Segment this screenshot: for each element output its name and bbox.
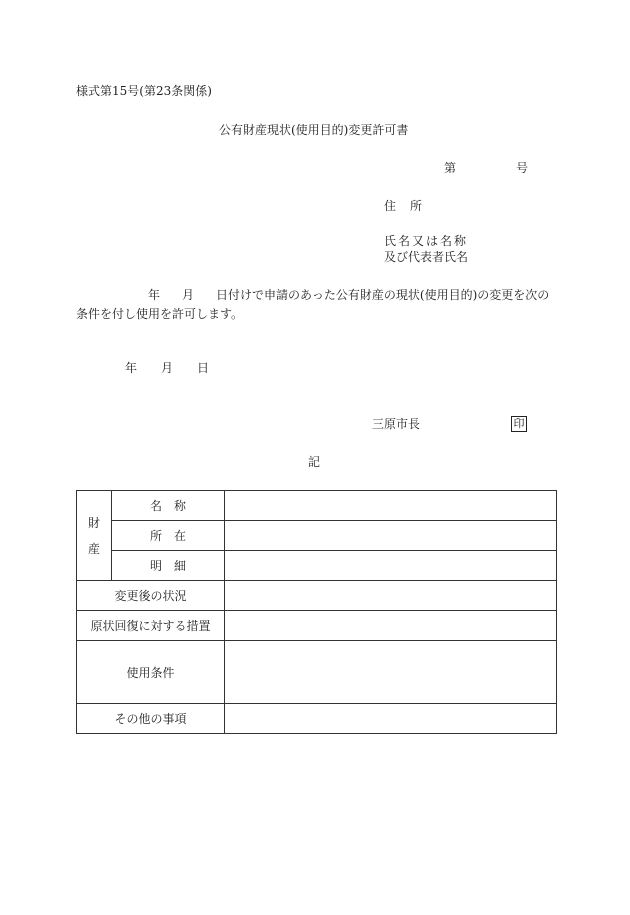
property-details-table	[76, 490, 557, 734]
table-row	[77, 551, 557, 581]
table-row	[77, 491, 557, 521]
issue-date-day: 日	[197, 361, 210, 375]
name-label-line2: 及び代表者氏名	[384, 250, 469, 264]
issue-date-month: 月	[161, 361, 174, 375]
property-location-value[interactable]	[225, 521, 557, 551]
body-line-1	[76, 286, 556, 305]
property-group-label: 財産	[77, 491, 112, 581]
form-number: 様式第15号(第23条関係)	[76, 84, 212, 98]
address-label: 住 所	[384, 199, 424, 213]
table-row	[77, 581, 557, 611]
body-line-2: 条件を付し使用を許可します。	[76, 307, 244, 321]
row-label-changed-status: 変更後の状況	[77, 581, 225, 611]
property-name-value[interactable]	[225, 491, 557, 521]
name-label-line1: 氏名又は名称	[384, 234, 469, 248]
document-number-prefix: 第	[444, 161, 457, 175]
row-label-other-matters: その他の事項	[77, 704, 225, 734]
body-line1-rest: 日付けで申請のあった公有財産の現状(使用目的)の変更を次の	[216, 288, 550, 302]
issue-date-year: 年	[125, 361, 138, 375]
body-month: 月	[182, 288, 195, 302]
document-title: 公有財産現状(使用目的)変更許可書	[219, 123, 409, 137]
permission-body-text	[76, 286, 556, 324]
issuer-title: 三原市長	[372, 417, 421, 431]
document-number-suffix: 号	[516, 161, 529, 175]
row-label-name: 名称	[112, 491, 225, 521]
body-year: 年	[148, 288, 161, 302]
row-label-details: 明細	[112, 551, 225, 581]
table-row	[77, 641, 557, 704]
restoration-measures-value[interactable]	[225, 611, 557, 641]
usage-conditions-value[interactable]	[225, 641, 557, 704]
issue-date	[125, 362, 209, 374]
property-details-value[interactable]	[225, 551, 557, 581]
row-label-location: 所在	[112, 521, 225, 551]
other-matters-value[interactable]	[225, 704, 557, 734]
table-row	[77, 611, 557, 641]
row-label-restoration-measures: 原状回復に対する措置	[77, 611, 225, 641]
changed-status-value[interactable]	[225, 581, 557, 611]
note-heading: 記	[308, 455, 321, 469]
seal-stamp: 印	[511, 416, 527, 432]
table-row	[77, 521, 557, 551]
row-label-usage-conditions: 使用条件	[77, 641, 225, 704]
table-row	[77, 704, 557, 734]
